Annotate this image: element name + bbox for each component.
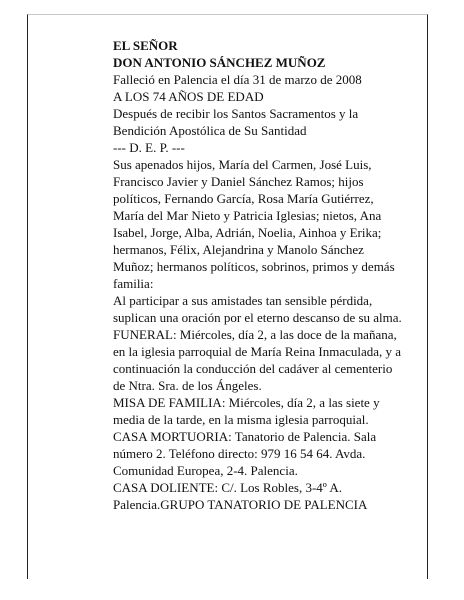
- family-line-8: familia:: [113, 276, 154, 291]
- rip-line: --- D. E. P. ---: [113, 140, 185, 155]
- funeral-line-4: de Ntra. Sra. de los Ángeles.: [113, 378, 262, 393]
- sacraments-line-2: Bendición Apostólica de Su Santidad: [113, 123, 307, 138]
- family-line-2: Francisco Javier y Daniel Sánchez Ramos; hijos: [113, 174, 364, 189]
- mortuary-line-2: número 2. Teléfono directo: 979 16 54 64. Avda.: [113, 446, 366, 461]
- prayer-line-1: Al participar a sus amistades tan sensible pérdida,: [113, 293, 373, 308]
- family-line-1: Sus apenados hijos, María del Carmen, José Luis,: [113, 157, 372, 172]
- age-line: A LOS 74 AÑOS DE EDAD: [113, 89, 264, 104]
- mourning-house-line-1: CASA DOLIENTE: C/. Los Robles, 3-4º A.: [113, 480, 343, 495]
- family-line-6: hermanos, Félix, Alejandrina y Manolo Sánchez: [113, 242, 364, 257]
- title-line-1: EL SEÑOR: [113, 38, 178, 53]
- mortuary-line-1: CASA MORTUORIA: Tanatorio de Palencia. Sala: [113, 429, 377, 444]
- funeral-line-1: FUNERAL: Miércoles, día 2, a las doce de la mañana,: [113, 327, 397, 342]
- prayer-line-2: suplican una oración por el eterno descanso de su alma.: [113, 310, 402, 325]
- family-line-3: políticos, Fernando García, Rosa María Gutiérrez,: [113, 191, 374, 206]
- death-date-line: Falleció en Palencia el día 31 de marzo de 2008: [113, 72, 362, 87]
- sacraments-line-1: Después de recibir los Santos Sacramentos y la: [113, 106, 359, 121]
- mourning-house-line-2: Palencia.GRUPO TANATORIO DE PALENCIA: [113, 497, 368, 512]
- obituary-text: [113, 37, 423, 513]
- funeral-line-3: continuación la conducción del cadáver al cementerio: [113, 361, 393, 376]
- funeral-line-2: en la iglesia parroquial de María Reina Inmaculada, y a: [113, 344, 402, 359]
- title-line-2: DON ANTONIO SÁNCHEZ MUÑOZ: [113, 55, 326, 70]
- family-line-5: Isabel, Jorge, Alba, Adrián, Noelia, Ainhoa y Erika;: [113, 225, 382, 240]
- mortuary-line-3: Comunidad Europea, 2-4. Palencia.: [113, 463, 298, 478]
- family-line-7: Muñoz; hermanos políticos, sobrinos, primos y demás: [113, 259, 395, 274]
- family-line-4: María del Mar Nieto y Patricia Iglesias; nietos, Ana: [113, 208, 382, 223]
- family-mass-line-2: media de la tarde, en la misma iglesia parroquial.: [113, 412, 369, 427]
- family-mass-line-1: MISA DE FAMILIA: Miércoles, día 2, a las siete y: [113, 395, 380, 410]
